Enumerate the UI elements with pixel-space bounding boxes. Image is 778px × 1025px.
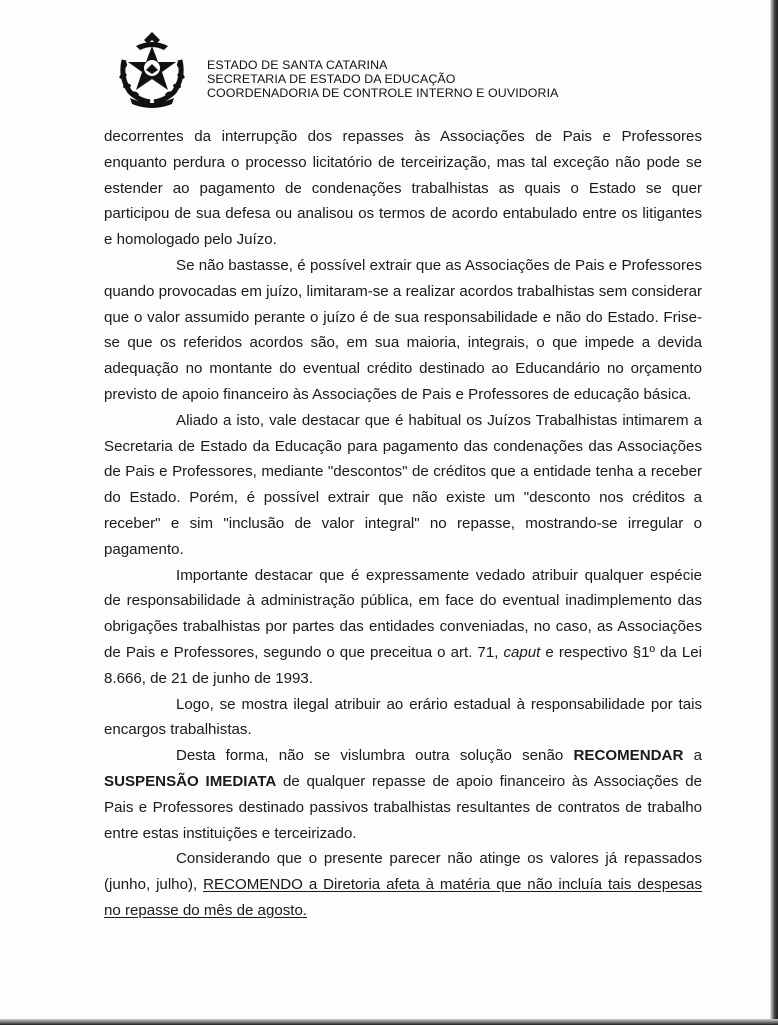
paragraph-6-text-c: de qualquer repasse de apoio financeiro às Associações de Pais e Professores destinado passivos trabalhistas resultantes de contratos de trabalho entre estas instituições e terceirizado. <box>104 772 702 842</box>
paragraph-7-text-a: Considerando que o presente parecer não atinge os valores já repassados (junho, julho), <box>104 850 702 894</box>
paragraph-4 <box>104 563 702 692</box>
letterhead-coordination: COORDENADORIA DE CONTROLE INTERNO E OUVIDORIA <box>207 86 559 100</box>
letterhead <box>207 58 558 100</box>
page-bottom-shadow <box>0 1019 778 1025</box>
paragraph-4-text-a: Importante destacar que é expressamente vedado atribuir qualquer espécie de responsabilidade à administração pública, em face do eventual inadimplemento das obrigações trabalhistas por partes das entidades conveniadas, no caso, as Associações de Pais e Professores, segundo o que preceitua o art. 71, <box>104 566 702 661</box>
document-body <box>104 124 702 924</box>
letterhead-state: ESTADO DE SANTA CATARINA <box>207 58 388 72</box>
paragraph-2: Se não bastasse, é possível extrair que as Associações de Pais e Professores quando provocadas em juízo, limitaram-se a realizar acordos trabalhistas sem considerar que o valor assumido perante o juízo é de sua responsabilidade e não do Estado. Frise-se que os referidos acordos são, em sua maioria, integrais, o que impede a devida adequação no montante do eventual crédito destinado ao Educandário no orçamento previsto de apoio financeiro às Associações de Pais e Professores de educação básica. <box>104 256 702 403</box>
immediate-suspension-bold: SUSPENSÃO IMEDIATA <box>104 772 277 790</box>
paragraph-5: Logo, se mostra ilegal atribuir ao erário estadual à responsabilidade por tais encargos trabalhistas. <box>104 695 702 739</box>
paragraph-7 <box>104 846 702 923</box>
paragraph-4-text-b: e respectivo §1º da Lei 8.666, de 21 de junho de 1993. <box>104 643 702 687</box>
page-right-shadow <box>770 0 778 1025</box>
recommend-bold: RECOMENDAR <box>573 747 684 765</box>
paragraph-6 <box>104 743 702 846</box>
paragraph-6-text-a: Desta forma, não se vislumbra outra solução senão <box>176 747 574 765</box>
paragraph-3: Aliado a isto, vale destacar que é habitual os Juízos Trabalhistas intimarem a Secretaria de Estado da Educação para pagamento das condenações das Associações de Pais e Professores, mediante "descontos" de créditos que a entidade tenha a receber do Estado. Porém, é possível extrair que não existe um "desconto nos créditos a receber" e sim "inclusão de valor integral" no repasse, mostrando-se irregular o pagamento. <box>104 411 702 558</box>
state-coat-of-arms-icon <box>116 30 188 108</box>
paragraph-1: decorrentes da interrupção dos repasses às Associações de Pais e Professores enquanto perdura o processo licitatório de terceirização, mas tal exceção não pode se estender ao pagamento de condenações trabalhistas as quais o Estado se quer participou de sua defesa ou analisou os termos de acordo entabulado entre os litigantes e homologado pelo Juízo. <box>104 128 702 249</box>
letterhead-secretariat: SECRETARIA DE ESTADO DA EDUCAÇÃO <box>207 72 456 86</box>
paragraph-6-text-b: a <box>683 747 703 765</box>
caput-italic: caput <box>503 643 541 661</box>
recommendation-underlined: RECOMENDO a Diretoria afeta à matéria que não incluía tais despesas no repasse do mês de agosto. <box>104 876 702 919</box>
